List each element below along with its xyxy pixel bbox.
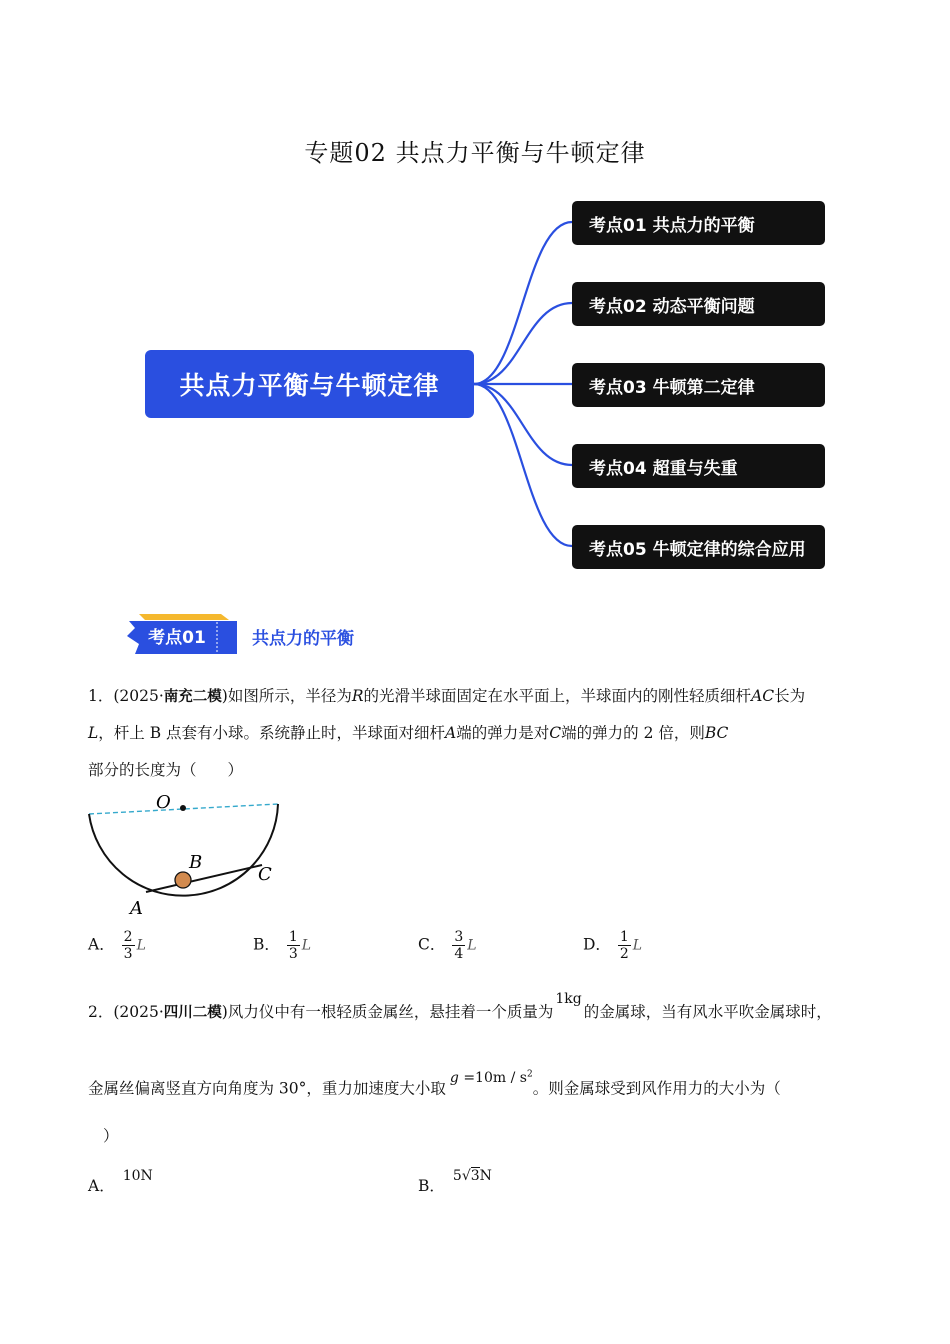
var-g: g — [449, 1069, 459, 1086]
question-1-line-2 — [88, 723, 878, 743]
question-1-line-1 — [88, 686, 878, 707]
option-value: 10N — [122, 1168, 153, 1184]
mass-value: 1kg — [555, 991, 582, 1007]
fraction — [618, 929, 631, 962]
radicand: 3 — [470, 1168, 480, 1184]
question-source: 南充二模 — [163, 689, 222, 705]
option-value — [453, 1168, 492, 1184]
text: 如图所示，半径为 — [227, 687, 352, 705]
section-title: 共点力的平衡 — [252, 629, 354, 649]
question-2-line-3: ） — [103, 1127, 119, 1145]
option-var: L — [136, 937, 146, 954]
gravity-formula — [450, 1070, 533, 1086]
question-1-line-3: 部分的长度为（ ） — [88, 761, 244, 779]
fraction — [122, 929, 135, 962]
text: 的光滑半球面固定在水平面上，半球面内的刚性轻质细杆 — [363, 687, 752, 705]
question-number: 1． — [88, 687, 114, 705]
ball — [175, 872, 191, 888]
option-C[interactable] — [418, 929, 477, 962]
paren: ) — [221, 1003, 228, 1021]
text: 金属丝偏离竖直方向角度为 30°，重力加速度大小取 — [88, 1079, 446, 1098]
question-number: 2． — [88, 1003, 114, 1021]
mindmap-node-5: 考点05 牛顿定律的综合应用 — [572, 525, 825, 569]
text: 。则金属球受到风作用力的大小为（ — [532, 1079, 781, 1098]
page-title: 专题02 共点力平衡与牛顿定律 — [304, 139, 646, 167]
text: 风力仪中有一根轻质金属丝，悬挂着一个质量为 — [227, 1003, 554, 1021]
option-var: L — [301, 937, 312, 954]
var-C: C — [549, 724, 562, 742]
question-year: (2025· — [113, 1003, 164, 1021]
numerator: 2 — [123, 929, 133, 945]
paren: ) — [221, 687, 228, 705]
label-A: A — [130, 898, 143, 919]
fraction — [452, 929, 465, 962]
option-label: A． — [88, 935, 115, 954]
label-C: C — [258, 864, 272, 885]
section-tag-text: 考点01 — [148, 628, 206, 648]
option-label: C． — [418, 935, 446, 954]
gravity-value: =10m / s — [463, 1069, 527, 1086]
option-label: A． — [88, 1177, 115, 1195]
var-L: L — [88, 724, 99, 742]
mindmap-node-1: 考点01 共点力的平衡 — [572, 201, 825, 245]
denominator: 2 — [619, 946, 629, 962]
option-A[interactable] — [88, 929, 146, 962]
option-B[interactable] — [253, 929, 311, 962]
text: 端的弹力是对 — [456, 724, 550, 742]
question-2-line-2 — [88, 1069, 888, 1100]
numerator: 3 — [454, 929, 464, 945]
numerator: 1 — [288, 929, 298, 945]
label-O: O — [156, 792, 171, 813]
hemisphere-figure — [80, 790, 300, 920]
question-source: 四川二模 — [163, 1005, 222, 1021]
mindmap-node-3: 考点03 牛顿第二定律 — [572, 363, 825, 407]
unit: N — [479, 1168, 492, 1184]
option-label: B． — [253, 935, 280, 954]
option-A[interactable] — [88, 1163, 153, 1195]
var-R: R — [351, 687, 364, 705]
coefficient: 5 — [452, 1168, 462, 1184]
mindmap-node-2: 考点02 动态平衡问题 — [572, 282, 825, 326]
text: 的金属球，当有风水平吹金属球时， — [583, 1003, 832, 1021]
text: 端的弹力的 2 倍，则 — [561, 724, 705, 742]
option-label: B． — [418, 1177, 445, 1195]
mindmap-center-node: 共点力平衡与牛顿定律 — [145, 350, 474, 418]
question-year: (2025· — [113, 687, 164, 705]
center-point — [180, 805, 186, 811]
var-AC: AC — [751, 687, 775, 705]
var-A: A — [445, 724, 457, 742]
exponent: 2 — [526, 1069, 533, 1079]
numerator: 1 — [619, 929, 629, 945]
option-B[interactable] — [418, 1163, 492, 1195]
label-B: B — [189, 852, 203, 873]
section-badge — [125, 612, 245, 658]
option-D[interactable] — [583, 929, 642, 962]
option-var: L — [632, 937, 643, 954]
var-BC: BC — [704, 724, 729, 742]
option-var: L — [467, 937, 477, 954]
option-label: D． — [583, 935, 611, 954]
text: ，杆上 B 点套有小球。系统静止时，半球面对细杆 — [98, 724, 446, 742]
question-2-line-1 — [88, 991, 888, 1023]
fraction — [287, 929, 300, 962]
text: 长为 — [774, 687, 806, 705]
mindmap-node-4: 考点04 超重与失重 — [572, 444, 825, 488]
sqrt-icon: √ — [461, 1168, 471, 1184]
denominator: 3 — [123, 946, 133, 962]
denominator: 3 — [288, 946, 298, 962]
denominator: 4 — [454, 946, 464, 962]
